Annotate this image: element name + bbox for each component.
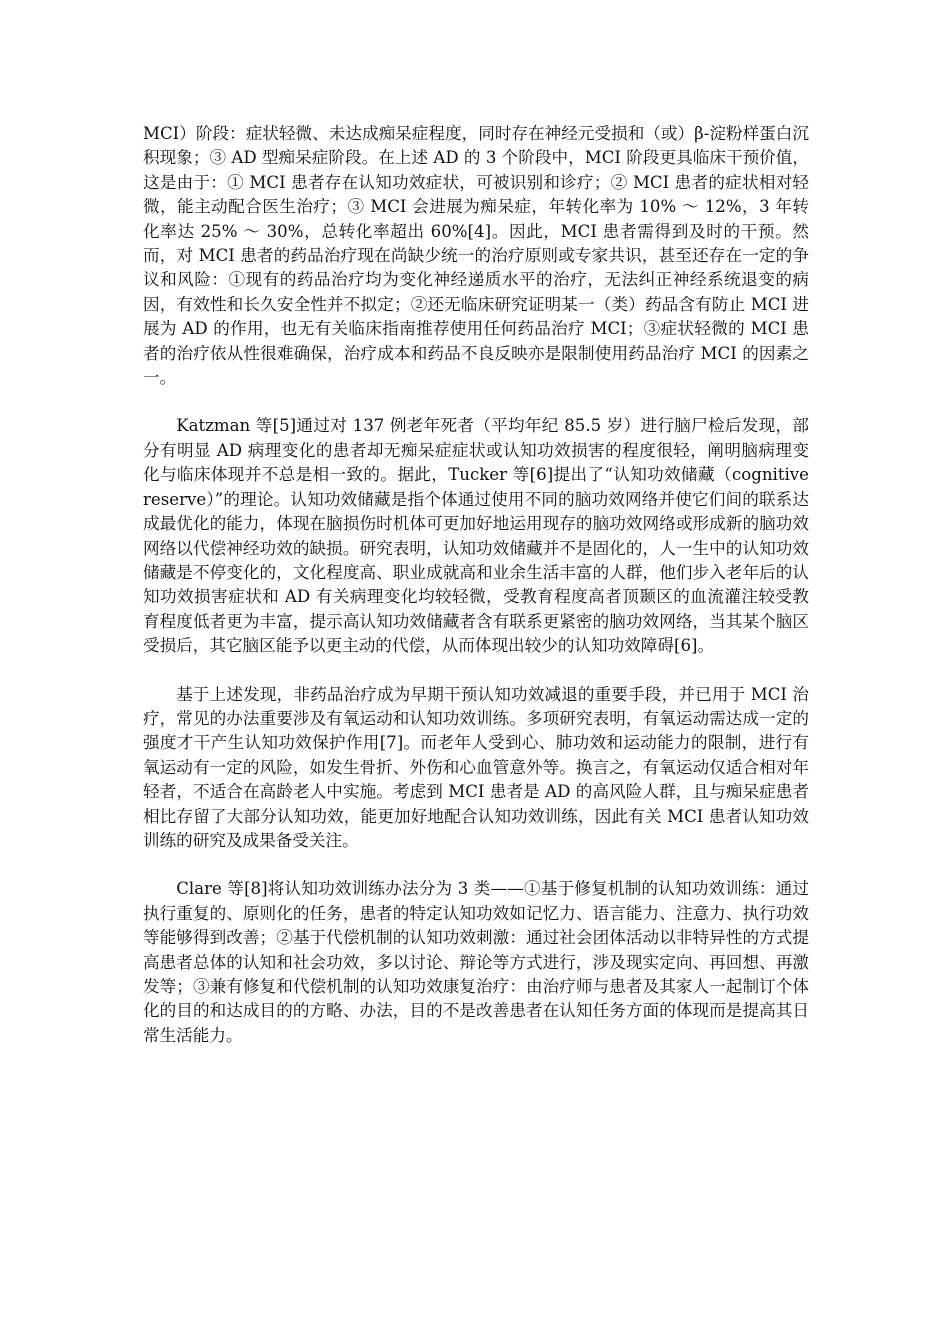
paragraph-nondrug-treatment: 基于上述发现，非药品治疗成为早期干预认知功效减退的重要手段，并已用于 MCI 治疗，常见的办法重要涉及有氧运动和认知功效训练。多项研究表明，有氧运动需达成一定的强度才干产生认知功效保护作用[7]。而老年人受到心、肺功效和运动能力的限制，进行有氧运动有一定的风险，如发生骨折、外伤和心血管意外等。换言之，有氧运动仅适合相对年轻者，不适合在高龄老人中实施。考虑到 MCI 患者是 AD 的高风险人群，且与痴呆症患者相比存留了大部分认知功效，能更加好地配合认知功效训练，因此有关 MCI 患者认知功效训练的研究及成果备受关注。 [143,684,809,850]
document-page [143,122,809,1072]
paragraph-mci-stage: MCI）阶段：症状轻微、未达成痴呆症程度，同时存在神经元受损和（或）β-淀粉样蛋白沉积现象；③ AD 型痴呆症阶段。在上述 AD 的 3 个阶段中，MCI 阶段更具临床干预价值，这是由于：① MCI 患者存在认知功效症状，可被识别和诊疗；② MCI 患者的症状相对轻微，能主动配合医生治疗；③ MCI 会进展为痴呆症，年转化率为 10% ～ 12%，3 年转化率达 25% ～ 30%，总转化率超出 60%[4]。因此，MCI 患者需得到及时的干预。然而，对 MCI 患者的药品治疗现在尚缺少统一的治疗原则或专家共识，甚至还存在一定的争议和风险：①现有的药品治疗均为变化神经递质水平的治疗，无法纠正神经系统退变的病因，有效性和长久安全性并不拟定；②还无临床研究证明某一（类）药品含有防止 MCI 进展为 AD 的作用，也无有关临床指南推荐使用任何药品治疗 MCI；③症状轻微的 MCI 患者的治疗依从性很难确保，治疗成本和药品不良反映亦是限制使用药品治疗 MCI 的因素之一。 [143,124,809,388]
paragraph-cognitive-reserve: Katzman 等[5]通过对 137 例老年死者（平均年纪 85.5 岁）进行脑尸检后发现，部分有明显 AD 病理变化的患者却无痴呆症症状或认知功效损害的程度很轻，阐明脑病理变化与临床体现并不总是相一致的。据此，Tucker 等[6]提出了“认知功效储藏（cognitive reserve）”的理论。认知功效储藏是指个体通过使用不同的脑功效网络并使它们间的联系达成最优化的能力，体现在脑损伤时机体可更加好地运用现存的脑功效网络或形成新的脑功效网络以代偿神经功效的缺损。研究表明，认知功效储藏并不是固化的，人一生中的认知功效储藏是不停变化的，文化程度高、职业成就高和业余生活丰富的人群，他们步入老年后的认知功效损害症状和 AD 有关病理变化均较轻微，受教育程度高者顶颞区的血流灌注较受教育程度低者更为丰富，提示高认知功效储藏者含有联系更紧密的脑功效网络，当其某个脑区受损后，其它脑区能予以更主动的代偿，从而体现出较少的认知功效障碍[6]。 [143,416,809,656]
paragraph-training-methods: Clare 等[8]将认知功效训练办法分为 3 类——①基于修复机制的认知功效训练：通过执行重复的、原则化的任务，患者的特定认知功效如记忆力、语言能力、注意力、执行功效等能够得到改善；②基于代偿机制的认知功效刺激：通过社会团体活动以非特异性的方式提高患者总体的认知和社会功效，多以讨论、辩论等方式进行，涉及现实定向、再回想、再激发等；③兼有修复和代偿机制的认知功效康复治疗：由治疗师与患者及其家人一起制订个体化的目的和达成目的的方略、办法，目的不是改善患者在认知任务方面的体现而是提高其日常生活能力。 [143,879,809,1045]
